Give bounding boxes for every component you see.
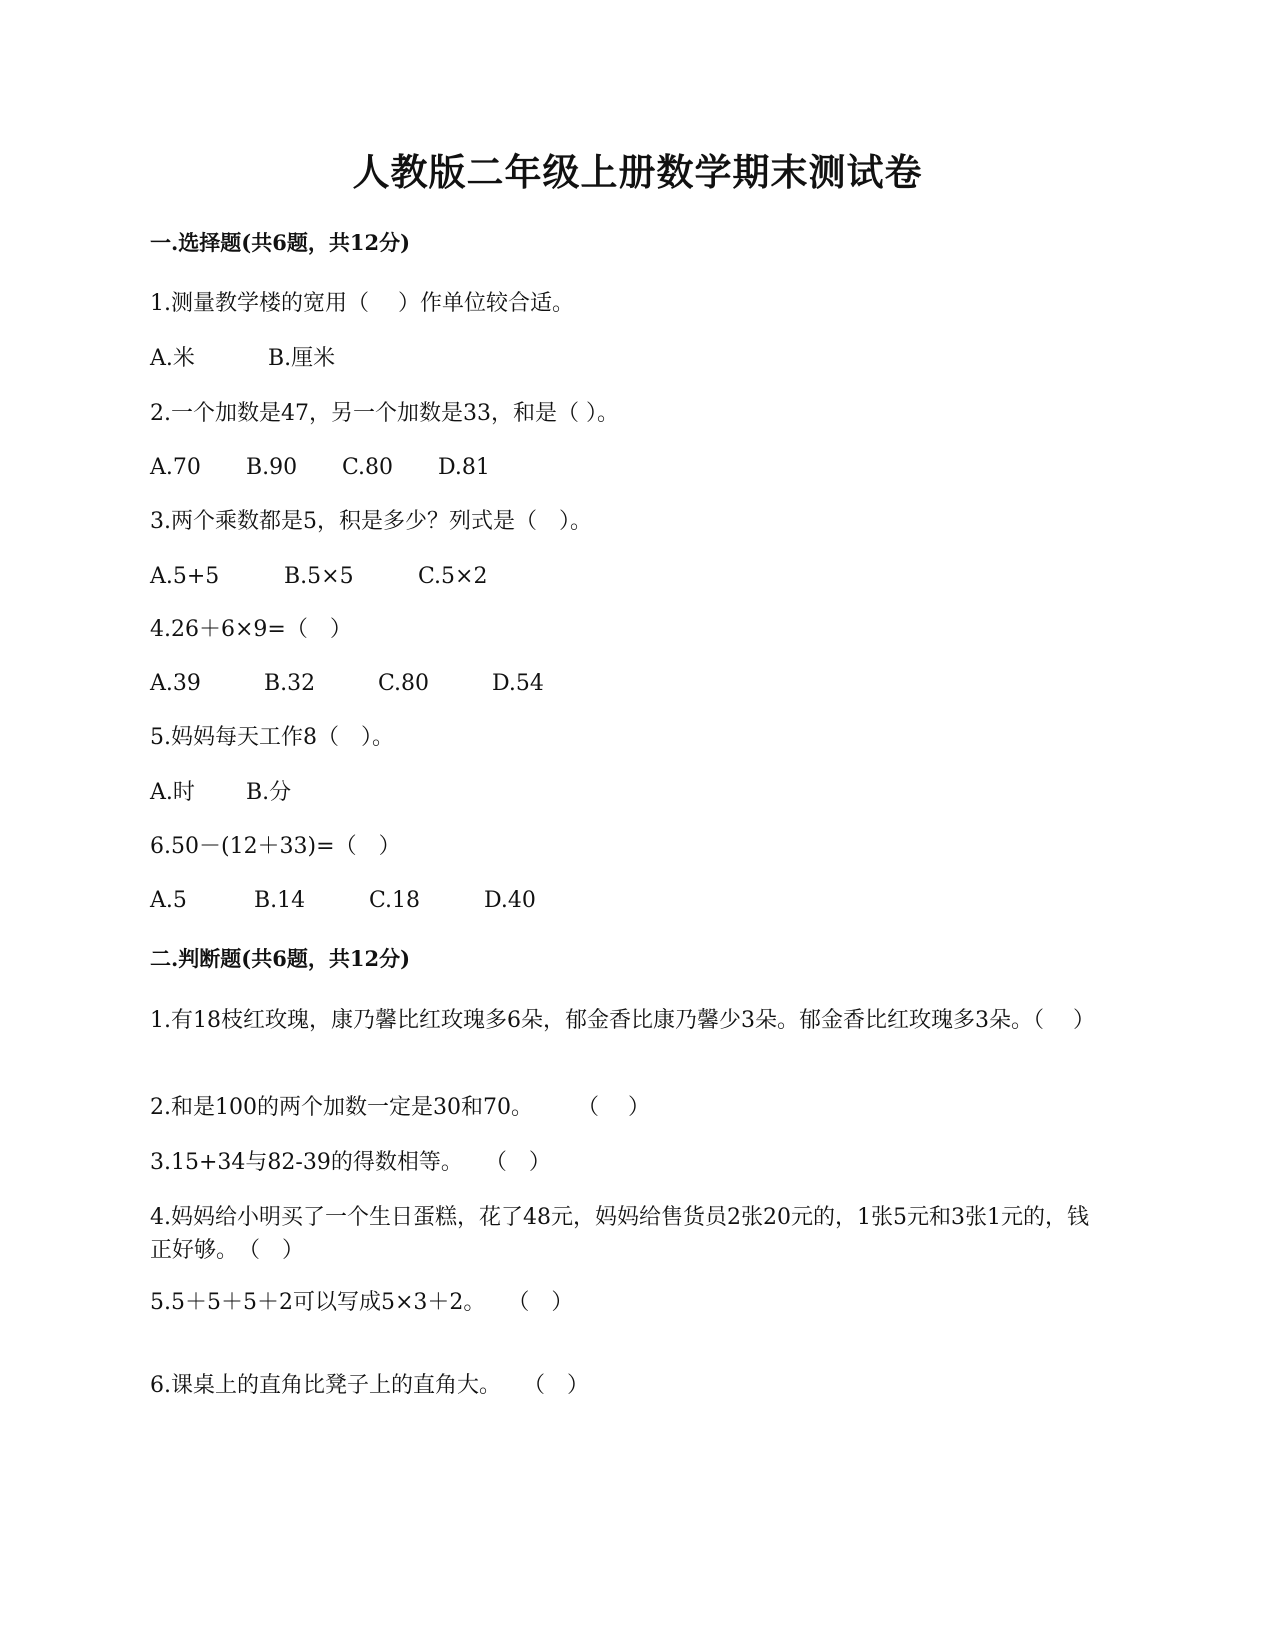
option: B.厘米 (268, 346, 336, 371)
question-options (150, 885, 536, 917)
question-text: 5.妈妈每天工作8（ ）。 (150, 725, 394, 750)
question-text: 4.妈妈给小明买了一个生日蛋糕，花了48元，妈妈给售货员2张20元的，1张5元和3张1元的，钱正好够。 （ ） (150, 1205, 1089, 1263)
question-text: 1.测量教学楼的宽用（ ）作单位较合适。 (150, 291, 574, 316)
option: A.39 (150, 671, 201, 696)
question-options (150, 452, 490, 484)
option: B.90 (246, 455, 298, 480)
option: A.时 (150, 780, 195, 805)
question-options (150, 561, 487, 593)
option: C.80 (342, 455, 394, 480)
option: D.81 (438, 455, 490, 480)
question-text: 6.50－(12＋33)=（ ） (150, 834, 401, 859)
option: C.18 (369, 888, 421, 913)
question-text: 2.一个加数是47，另一个加数是33，和是（ ）。 (150, 401, 619, 426)
question-text: 6.课桌上的直角比凳子上的直角大。 （ ） (150, 1373, 589, 1398)
option: A.米 (150, 346, 195, 371)
section-heading-choice: 一.选择题(共6题，共12分) (150, 230, 411, 255)
question-text: 1.有18枝红玫瑰，康乃馨比红玫瑰多6朵，郁金香比康乃馨少3朵。郁金香比红玫瑰多3朵。（ ） (150, 1008, 1095, 1033)
option: B.14 (254, 888, 306, 913)
option: B.分 (246, 780, 292, 805)
option: C.80 (378, 671, 430, 696)
option: A.70 (150, 455, 201, 480)
option: A.5+5 (150, 564, 220, 589)
option: D.54 (492, 671, 544, 696)
question-text: 2.和是100的两个加数一定是30和70。 （ ） (150, 1095, 650, 1120)
option: A.5 (150, 888, 187, 913)
question-text: 4.26＋6×9=（ ） (150, 617, 352, 642)
option: B.5×5 (284, 564, 354, 589)
option: D.40 (484, 888, 536, 913)
question-text: 3.15+34与82-39的得数相等。 （ ） (150, 1150, 551, 1175)
section-heading-judgement: 二.判断题(共6题，共12分) (150, 946, 411, 971)
option: C.5×2 (418, 564, 488, 589)
question-options (150, 343, 335, 375)
question-options (150, 777, 291, 809)
question-text: 5.5＋5＋5＋2可以写成5×3＋2。 （ ） (150, 1290, 574, 1315)
page-title: 人教版二年级上册数学期末测试卷 (352, 150, 923, 194)
question-text: 3.两个乘数都是5，积是多少？列式是（ ）。 (150, 509, 592, 534)
option: B.32 (264, 671, 316, 696)
question-options (150, 668, 544, 700)
